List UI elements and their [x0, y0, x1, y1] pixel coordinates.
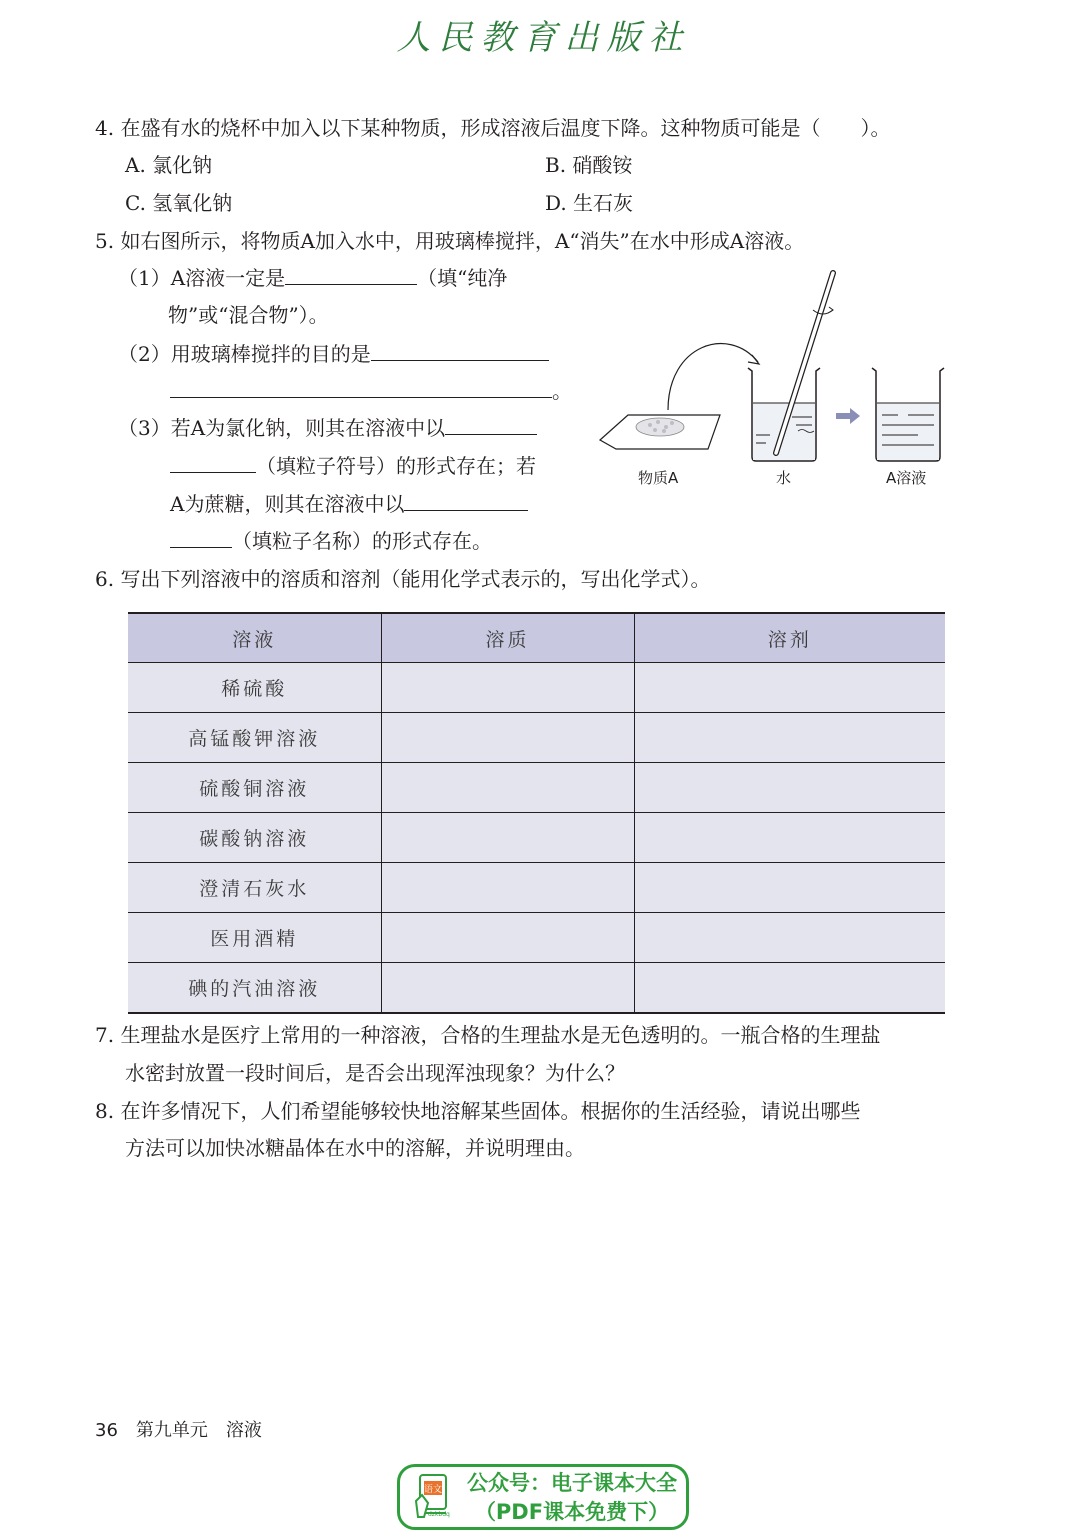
answer-blank[interactable] [170, 527, 232, 548]
solute-cell[interactable] [381, 813, 634, 863]
table-row [128, 813, 945, 863]
solution-name: 医用酒精 [128, 913, 381, 963]
beaker-water [748, 273, 833, 461]
q5-part2-text: （2）用玻璃棒搅拌的目的是 [118, 342, 371, 366]
figure-label-solution: A溶液 [886, 469, 927, 487]
solution-name: 稀硫酸 [128, 663, 381, 713]
table-row [128, 663, 945, 713]
q4-option-a: A. 氯化钠 [125, 153, 213, 177]
solute-cell[interactable] [381, 713, 634, 763]
q5-part2-end: 。 [552, 379, 572, 403]
solvent-cell[interactable] [634, 713, 945, 763]
header-solution: 溶液 [128, 613, 381, 663]
answer-blank[interactable] [285, 264, 417, 285]
solution-name: 碘的汽油溶液 [128, 963, 381, 1014]
solvent-cell[interactable] [634, 863, 945, 913]
question-8-line1: 8. 在许多情况下，人们希望能够较快地溶解某些固体。根据你的生活经验，请说出哪些 [95, 1099, 861, 1123]
question-6-stem: 6. 写出下列溶液中的溶质和溶剂（能用化学式表示的，写出化学式）。 [95, 567, 711, 591]
answer-blank[interactable] [170, 377, 552, 398]
solute-cell[interactable] [381, 863, 634, 913]
solvent-cell[interactable] [634, 913, 945, 963]
q5-part2-line1 [118, 340, 549, 368]
table-row [128, 963, 945, 1014]
table-row [128, 763, 945, 813]
question-4-stem: 4. 在盛有水的烧杯中加入以下某种物质，形成溶液后温度下降。这种物质可能是（ ）。 [95, 116, 891, 140]
answer-blank[interactable] [445, 414, 537, 435]
q5-part1-text-a: （1）A溶液一定是 [118, 266, 286, 290]
solution-name: 硫酸铜溶液 [128, 763, 381, 813]
publisher-header: 人民教育出版社 [396, 18, 691, 58]
solvent-cell[interactable] [634, 813, 945, 863]
beaker-solution [872, 368, 944, 461]
q5-part1-line1 [118, 264, 507, 292]
figure-label-substance-a: 物质A [638, 469, 679, 487]
substance-a-illustration [600, 415, 720, 449]
table-row [128, 713, 945, 763]
q5-part3-text-a: （3）若A为氯化钠，则其在溶液中以 [118, 416, 446, 440]
solvent-cell[interactable] [634, 663, 945, 713]
q5-part1-line2: 物”或“混合物”）。 [168, 303, 329, 327]
logo-subtext: dzkbdq [428, 1511, 450, 1518]
q5-part3-line3 [170, 490, 528, 518]
solute-cell[interactable] [381, 963, 634, 1014]
q5-part3-text-d: （填粒子名称）的形式存在。 [232, 529, 492, 553]
unit-title: 第九单元 溶液 [135, 1420, 262, 1441]
badge-line-1: 公众号：电子课本大全 [467, 1471, 677, 1495]
logo-text: 语文 [424, 1485, 443, 1495]
header-solvent: 溶剂 [634, 613, 945, 663]
question-7-line1: 7. 生理盐水是医疗上常用的一种溶液，合格的生理盐水是无色透明的。一瓶合格的生理盐 [95, 1023, 881, 1047]
q5-part3-text-c: A为蔗糖，则其在溶液中以 [170, 492, 405, 516]
table-row [128, 863, 945, 913]
header-solute: 溶质 [381, 613, 634, 663]
process-arrow [836, 408, 860, 424]
q5-part1-text-b: （填“纯净 [417, 266, 508, 290]
solvent-cell[interactable] [634, 963, 945, 1014]
solution-name: 碳酸钠溶液 [128, 813, 381, 863]
table-row [128, 913, 945, 963]
dissolution-figure [598, 265, 948, 495]
q5-part3-line4 [170, 527, 492, 555]
badge-text [462, 1469, 682, 1527]
solution-name: 澄清石灰水 [128, 863, 381, 913]
q4-option-c: C. 氢氧化钠 [125, 191, 233, 215]
solute-cell[interactable] [381, 663, 634, 713]
question-5-stem: 5. 如右图所示，将物质A加入水中，用玻璃棒搅拌，A“消失”在水中形成A溶液。 [95, 229, 805, 253]
solute-cell[interactable] [381, 913, 634, 963]
table-header-row [128, 613, 945, 663]
solute-cell[interactable] [381, 763, 634, 813]
answer-blank[interactable] [404, 490, 528, 511]
q4-option-b: B. 硝酸铵 [545, 153, 633, 177]
question-8-line2: 方法可以加快冰糖晶体在水中的溶解，并说明理由。 [125, 1136, 585, 1160]
figure-label-water: 水 [776, 469, 792, 487]
solvent-cell[interactable] [634, 763, 945, 813]
q4-option-d: D. 生石灰 [545, 191, 634, 215]
page-number: 36 [95, 1420, 118, 1441]
solution-name: 高锰酸钾溶液 [128, 713, 381, 763]
q5-part3-line1 [118, 414, 537, 442]
wechat-badge[interactable] [397, 1464, 689, 1530]
answer-blank[interactable] [371, 340, 549, 361]
q5-part3-text-b: （填粒子符号）的形式存在；若 [256, 454, 536, 478]
q5-part3-line2 [170, 452, 536, 480]
book-logo-icon [414, 1473, 450, 1521]
solution-table [128, 612, 945, 1014]
badge-line-2: （PDF课本免费下） [474, 1500, 670, 1524]
page-footer [95, 1416, 262, 1442]
answer-blank[interactable] [170, 452, 256, 473]
question-7-line2: 水密封放置一段时间后，是否会出现浑浊现象？为什么？ [125, 1061, 625, 1085]
pour-arrow [668, 344, 758, 410]
q5-part2-line2 [170, 377, 572, 405]
